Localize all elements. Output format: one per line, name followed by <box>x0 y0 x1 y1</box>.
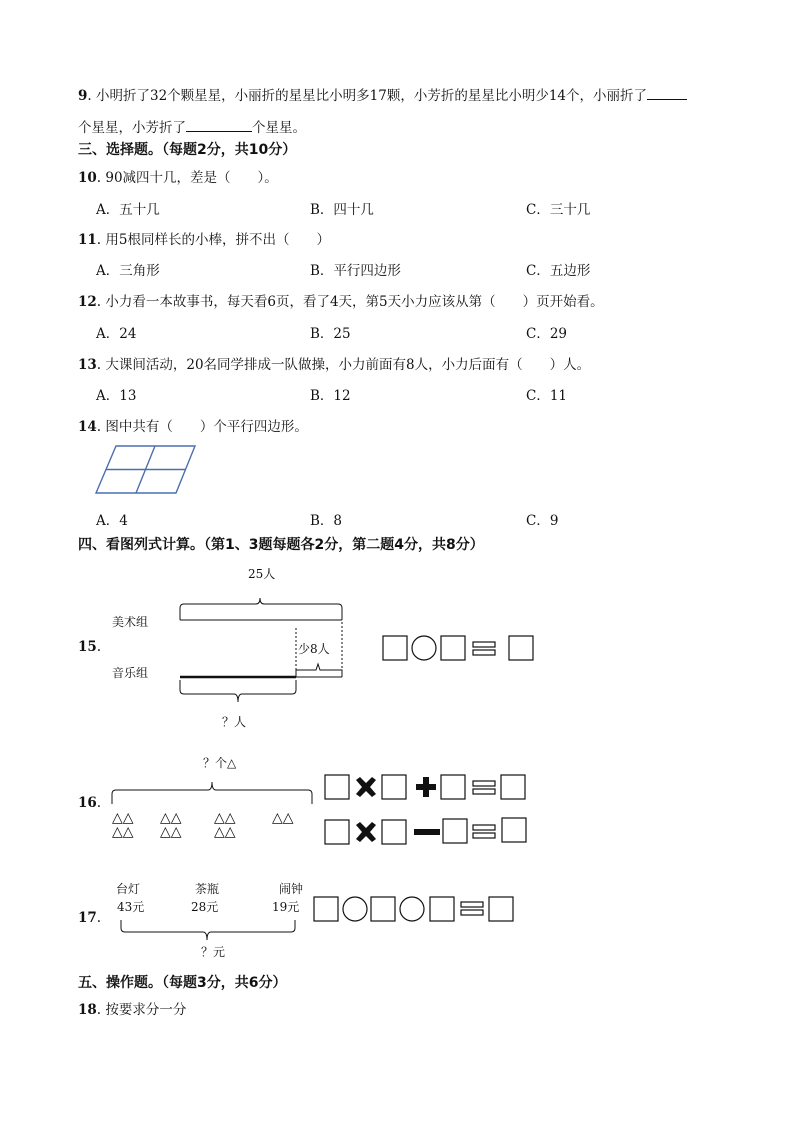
equals-bar <box>461 902 483 907</box>
question-text: . 按要求分一分 <box>96 1002 187 1018</box>
item-name: 茶瓶 <box>195 882 220 896</box>
option-a[interactable]: A．4 <box>96 513 128 529</box>
question-15-number: 15. <box>78 639 102 655</box>
answer-box <box>325 820 349 844</box>
question-label: ？个△ <box>203 756 237 770</box>
bottom-brace <box>121 920 295 940</box>
answer-box <box>489 897 513 921</box>
answer-box <box>509 636 533 660</box>
option-c[interactable]: C．五边形 <box>526 263 591 279</box>
answer-box <box>383 636 407 660</box>
answer-box <box>441 775 465 799</box>
equals-bar <box>473 781 495 786</box>
question-11 <box>78 228 330 248</box>
equals-bar <box>473 642 495 647</box>
answer-box <box>501 775 525 799</box>
question-number: 9 <box>78 88 88 104</box>
answer-box <box>325 775 349 799</box>
option-b[interactable]: B．四十几 <box>310 202 374 218</box>
answer-box <box>443 819 467 843</box>
answer-blank[interactable] <box>186 117 252 132</box>
group-label-art: 美术组 <box>112 615 149 629</box>
equals-bar <box>473 833 495 838</box>
svg-text:△△: △△ <box>214 810 236 826</box>
question-label: ？人 <box>222 715 247 729</box>
item-price: 19元 <box>272 900 300 914</box>
operator-circle <box>412 636 436 660</box>
total-label: 25人 <box>248 567 276 581</box>
question-9-line2 <box>78 116 306 136</box>
answer-box <box>382 775 406 799</box>
question-text: . 小明折了32个颗星星，小丽折的星星比小明多17颗，小芳折的星星比小明少14个，小丽折了 <box>87 88 648 104</box>
question-number: 12 <box>78 294 97 310</box>
answer-box <box>502 818 526 842</box>
option-c[interactable]: C．三十几 <box>526 202 591 218</box>
question-16-number: 16. <box>78 795 102 811</box>
q17-equation-boxes <box>312 893 518 925</box>
option-a[interactable]: A．三角形 <box>96 263 160 279</box>
operator-circle <box>343 897 367 921</box>
section-heading-calculation: 四、看图列式计算。（第1、3题每题各2分，第二题4分，共8分） <box>78 537 484 553</box>
question-18 <box>78 998 186 1018</box>
q15-bar-diagram <box>170 580 360 715</box>
item-price: 43元 <box>117 900 145 914</box>
option-c[interactable]: C．11 <box>526 388 568 404</box>
difference-label: 少8人 <box>298 642 330 656</box>
svg-text:△△: △△ <box>160 810 182 826</box>
question-9-line1 <box>78 84 687 104</box>
answer-box <box>430 897 454 921</box>
q16-equation-boxes <box>322 772 528 848</box>
option-a[interactable]: A．13 <box>96 388 137 404</box>
plus-icon <box>416 777 436 797</box>
bottom-brace <box>180 680 296 702</box>
q15-equation-boxes <box>380 632 540 664</box>
question-number: 18 <box>78 1002 97 1018</box>
item-name: 闹钟 <box>279 882 304 896</box>
question-label: ？元 <box>201 945 226 959</box>
question-12 <box>78 290 604 310</box>
option-c[interactable]: C．9 <box>526 513 559 529</box>
minus-icon <box>414 829 440 835</box>
equals-bar <box>473 789 495 794</box>
multiply-icon <box>356 822 376 842</box>
equals-bar <box>461 910 483 915</box>
question-number: 10 <box>78 170 97 186</box>
question-number: 14 <box>78 419 97 435</box>
svg-text:△△: △△ <box>272 810 294 826</box>
top-brace <box>112 782 312 804</box>
option-b[interactable]: B．8 <box>310 513 343 529</box>
question-number: 15 <box>78 639 97 655</box>
question-text: . 用5根同样长的小棒，拼不出（ ） <box>96 232 330 248</box>
option-c[interactable]: C．29 <box>526 326 568 342</box>
question-17-number: 17. <box>78 910 102 926</box>
answer-box <box>371 897 395 921</box>
question-number: 13 <box>78 357 97 373</box>
svg-text:△△: △△ <box>214 824 236 840</box>
option-a[interactable]: A．24 <box>96 326 137 342</box>
item-name: 台灯 <box>116 882 141 896</box>
svg-text:△△: △△ <box>112 824 134 840</box>
question-text: . 小力看一本故事书，每天看6页，看了4天，第5天小力应该从第（ ）页开始看。 <box>96 294 604 310</box>
multiply-icon <box>356 777 376 797</box>
equals-bar <box>473 650 495 655</box>
group-label-music: 音乐组 <box>112 666 149 680</box>
question-10 <box>78 166 278 186</box>
item-price: 28元 <box>191 900 219 914</box>
question-text: . 图中共有（ ）个平行四边形。 <box>96 419 308 435</box>
svg-text:△△: △△ <box>112 810 134 826</box>
section-heading-operation: 五、操作题。（每题3分，共6分） <box>78 975 287 991</box>
question-number: 16 <box>78 795 97 811</box>
question-14 <box>78 415 308 435</box>
section-heading-choice: 三、选择题。（每题2分，共10分） <box>78 142 297 158</box>
option-b[interactable]: B．平行四边形 <box>310 263 401 279</box>
question-number: 11 <box>78 232 97 248</box>
triangle-groups <box>108 768 318 840</box>
q17-brace <box>115 918 305 944</box>
option-b[interactable]: B．25 <box>310 326 351 342</box>
option-b[interactable]: B．12 <box>310 388 351 404</box>
svg-text:△△: △△ <box>160 824 182 840</box>
parallelogram-figure <box>90 444 200 496</box>
question-text: . 大课间活动，20名同学排成一队做操，小力前面有8人，小力后面有（ ）人。 <box>96 357 591 373</box>
top-brace <box>180 598 342 620</box>
question-13 <box>78 353 590 373</box>
difference-brace <box>296 664 342 677</box>
answer-blank[interactable] <box>647 85 687 100</box>
question-text: . 90减四十几，差是（ ）。 <box>96 170 278 186</box>
equals-bar <box>473 825 495 830</box>
operator-circle <box>400 897 424 921</box>
question-text: 个星星。 <box>252 120 306 136</box>
answer-box <box>314 897 338 921</box>
question-text: 个星星，小芳折了 <box>78 120 186 136</box>
question-number: 17 <box>78 910 97 926</box>
answer-box <box>441 636 465 660</box>
answer-box <box>382 820 406 844</box>
option-a[interactable]: A．五十几 <box>96 202 160 218</box>
